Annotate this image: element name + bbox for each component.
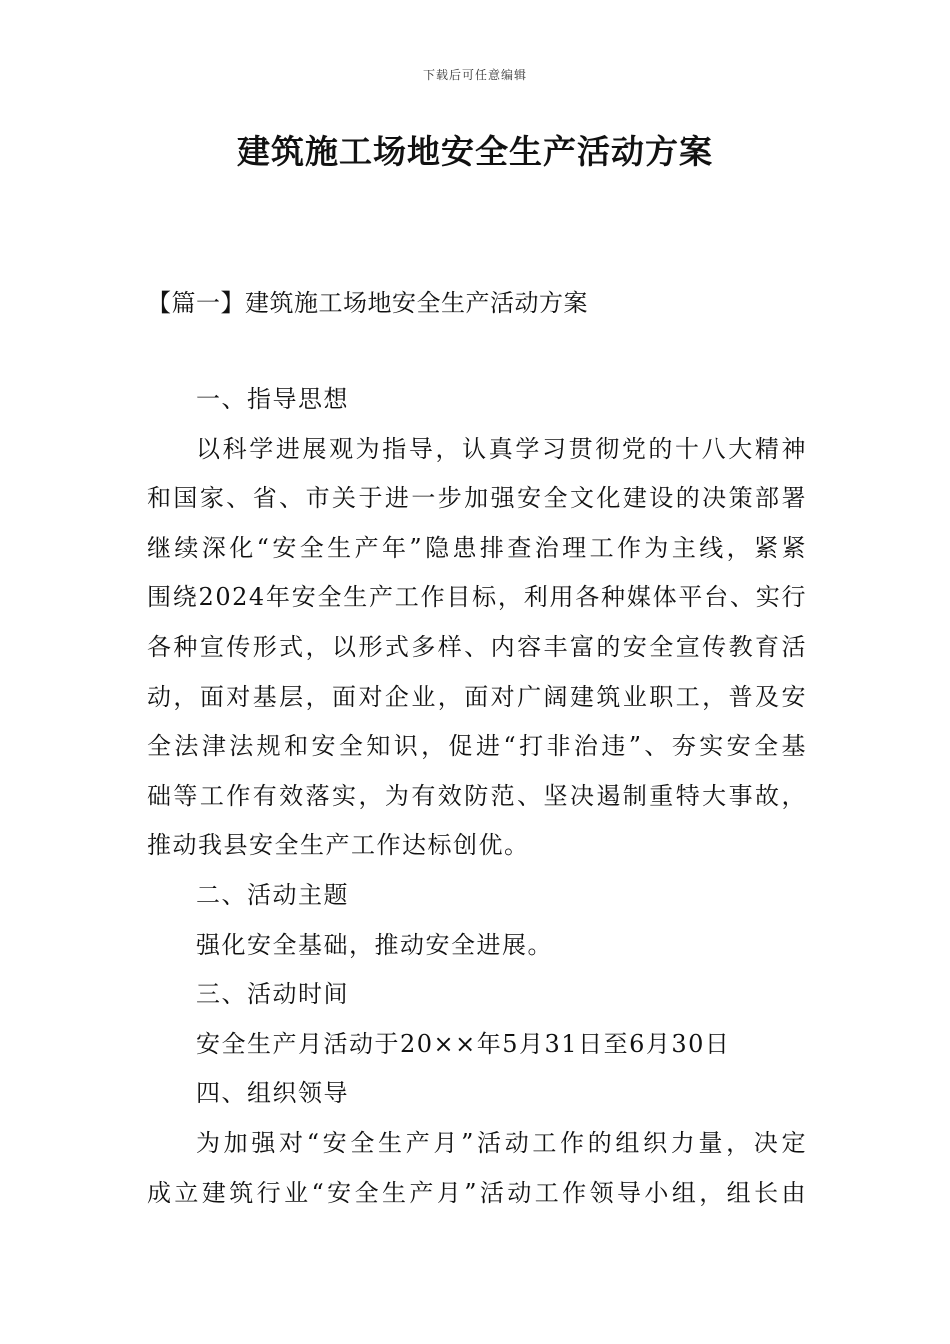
heading-organization: 四、组织领导: [196, 1079, 349, 1108]
paragraph-line: 以科学进展观为指导，认真学习贯彻党的十八大精神: [196, 434, 807, 463]
heading-guiding-ideology: 一、指导思想: [196, 385, 349, 413]
heading-activity-time: 三、活动时间: [196, 980, 349, 1009]
section-heading: 【篇一】建筑施工场地安全生产活动方案: [147, 289, 588, 317]
paragraph-line: 继续深化“安全生产年”隐患排查治理工作为主线，紧紧: [147, 533, 807, 562]
paragraph-line: 推动我县安全生产工作达标创优。: [147, 831, 530, 860]
paragraph-activity-time: 安全生产月活动于20××年5月31日至6月30日: [196, 1029, 731, 1058]
paragraph-line: 全法津法规和安全知识，促进“打非治违”、夯实安全基: [147, 732, 807, 761]
paragraph-activity-theme: 强化安全基础，推动安全进展。: [196, 930, 553, 959]
header-note: 下载后可任意编辑: [422, 68, 527, 82]
paragraph-line: 围绕2024年安全生产工作目标，利用各种媒体平台、实行: [147, 583, 807, 612]
paragraph-line: 为加强对“安全生产月”活动工作的组织力量，决定: [196, 1128, 807, 1157]
paragraph-line: 和国家、省、市关于进一步加强安全文化建设的决策部署: [147, 484, 807, 513]
paragraph-line: 成立建筑行业“安全生产月”活动工作领导小组，组长由: [147, 1178, 807, 1207]
document-title: 建筑施工场地安全生产活动方案: [237, 132, 713, 171]
paragraph-line: 础等工作有效落实，为有效防范、坚决遏制重特大事故，: [147, 781, 807, 810]
paragraph-line: 各种宣传形式，以形式多样、内容丰富的安全宣传教育活: [147, 632, 807, 661]
document-body: [147, 375, 807, 1218]
paragraph-organization: [147, 1119, 807, 1218]
paragraph-guiding-ideology: [147, 425, 807, 871]
heading-activity-theme: 二、活动主题: [196, 880, 349, 909]
paragraph-line: 动，面对基层，面对企业，面对广阔建筑业职工，普及安: [147, 682, 807, 711]
